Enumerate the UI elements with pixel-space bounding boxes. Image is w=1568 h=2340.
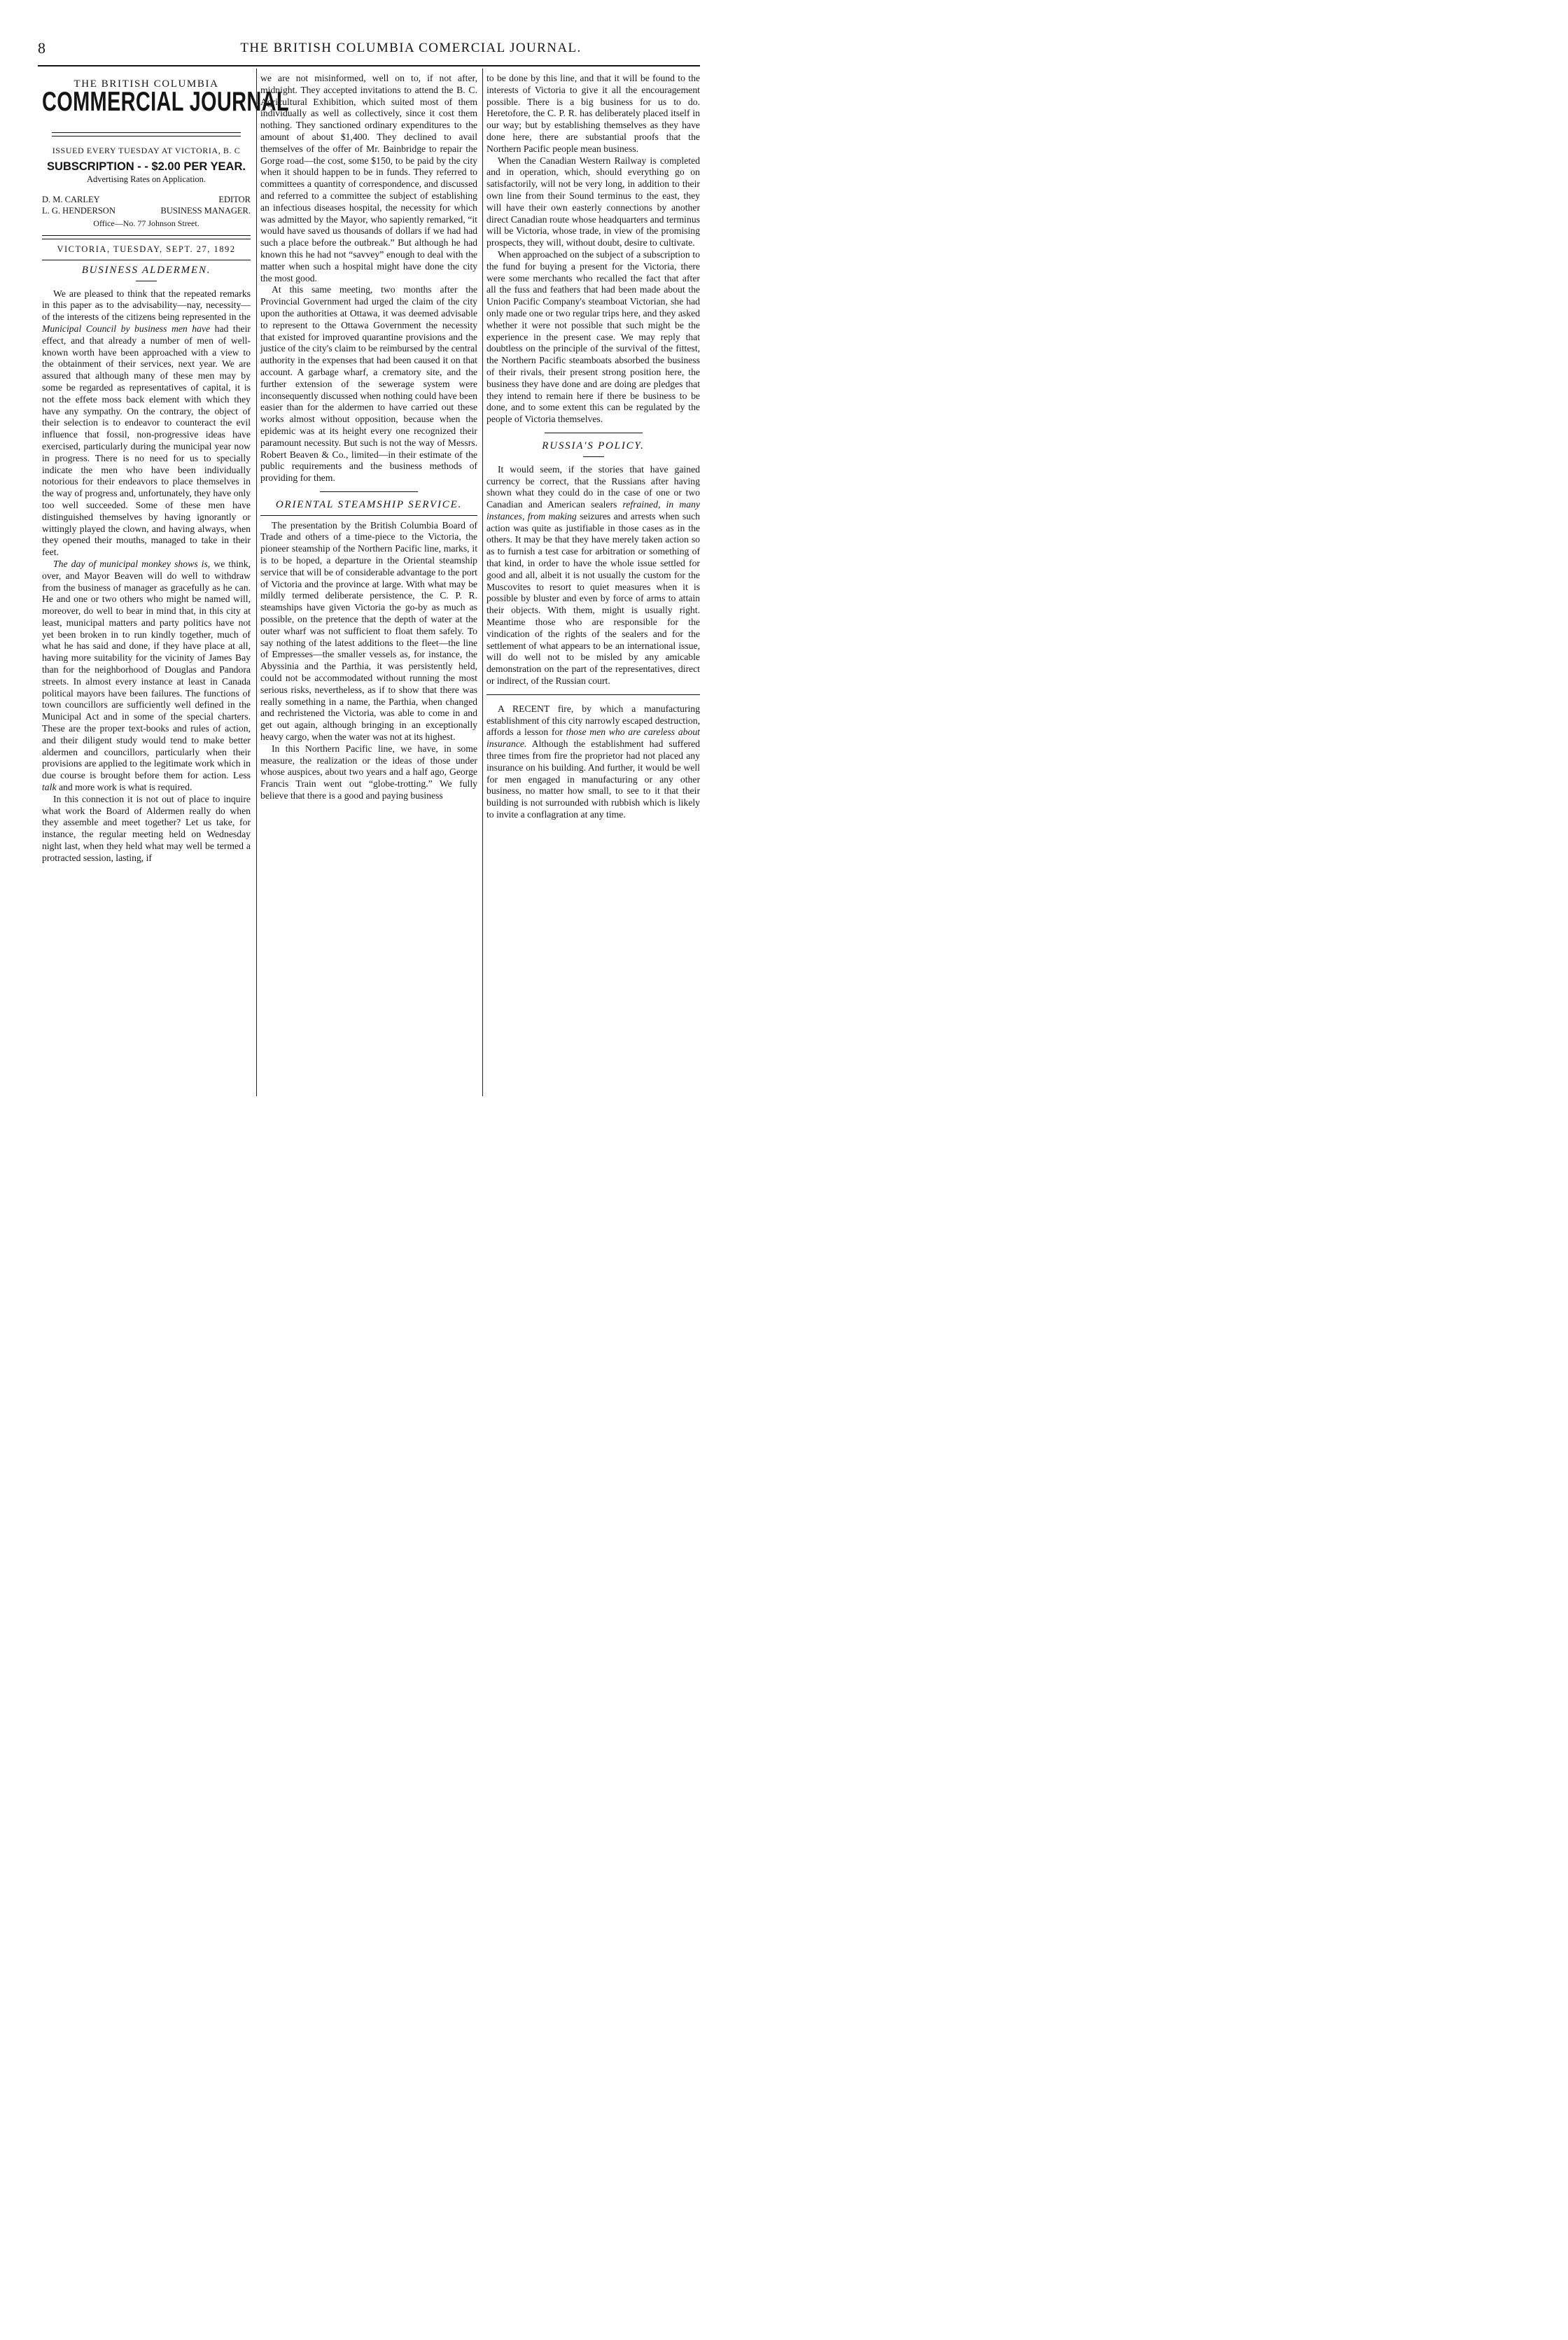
article-title-business-aldermen: BUSINESS ALDERMEN. — [81, 264, 211, 276]
dateline-rule — [42, 235, 251, 239]
section-rule — [486, 694, 700, 695]
article-paragraph: The presentation by the British Columbia Board of Trade and others of a time-piece to the Victoria, the pioneer steamship of the Northern Pacific line, marks, it is to be hoped, a departure in the Oriental steamship service that will be of considerable advantage to the port of Victoria and the province at large. With what may be mildly termed deliberate persistence, the C. P. R. steamships have given Victoria the go-by as much as possible, on the pretence that the depth of water at the outer wharf was not sufficient to float them safely. To say nothing of the latest additions to the fleet—the line of Empresses—the smaller vessels as, for instance, the Abyssinia and the Parthia, it was persistently held, could not be accommodated without running the most serious risks, nevertheless, as if to show that there was really something in a name, the Parthia, when changed and rechristened the Victoria, was able to come in and get out again, although bringing in an exceptionally heavy cargo, when the water was not at its highest. — [260, 519, 477, 743]
staff-manager — [42, 205, 251, 216]
column-divider — [256, 69, 257, 1096]
office-address: Office—No. 77 Johnson Street. — [93, 218, 200, 229]
column-divider — [482, 69, 483, 1096]
header-rule — [38, 65, 700, 66]
column-2 — [260, 73, 477, 1109]
article-title-russias-policy: RUSSIA'S POLICY. — [542, 440, 645, 451]
masthead-line-1: THE BRITISH COLUMBIA — [74, 78, 219, 90]
advertising-note: Advertising Rates on Application. — [86, 174, 206, 185]
article-paragraph: to be done by this line, and that it will be found to the interests of Victoria to give it all the encouragement possible. There is a big business for us to do. Heretofore, the C. P. R. has deliberately placed itself in our way; but by establishing themselves as they have done here, there are substantial proofs that the Northern Pacific people mean business. — [486, 73, 700, 154]
article-paragraph: It would seem, if the stories that have gained currency be correct, that the Russians after having shown what they could do in the case of one or two Canadian and American sealers refrained, in many instances, from making seizures and arrests when such action was quite as justifiable in those cases as in the others. It may be that they have merely taken action so as to furnish a test case for arbitration or something of that kind, in order to have the whole issue settled for good and all, albeit it is not usually the custom for the Muscovites to resort to quiet measures when it is possible by bluster and even by force of arms to attain their objects. With them, might is usually right. Meantime those who are responsible for the vindication of the rights of the sealers and for the settlement of what appears to be an international issue, will do well not to be misled by any amicable demonstration on the part of the representatives, direct or indirect, of the Russian court. — [486, 463, 700, 687]
running-head — [38, 39, 700, 57]
article-paragraph: We are pleased to think that the repeated remarks in this paper as to the advisability—nay, necessity—of the interests of the citizens being represented in the Municipal Council by business men have had their effect, and that already a number of men of well-known worth have been approached with a view to the obtainment of their services, next year. We are assured that although many of these men may by some be regarded as representatives of capital, it is not the effete moss back element with which they have any sympathy. On the contrary, the object of their selection is to endeavor to counteract the evil influence that fossil, non-progressive ideas have exercised, particularly during the municipal year now in progress. There is no need for us to specially indicate the men who have been individually notorious for their endeavors to place themselves in the way of progress and, unfortunately, they have only too well succeeded. Some of these men have distinguished themselves by having ignorantly or wittingly played the clown, and having always, when they opened their mouths, managed to take in their feet. — [42, 288, 251, 558]
article-paragraph: The day of municipal monkey shows is, we think, over, and Mayor Beaven will do well to withdraw from the business of manager as gracefully as he can. He and one or two others who might be named will, moreover, do well to bear in mind that, in this city at least, municipal matters and party politics have not yet been broken in to run kindly together, much of what he has said and done, if they have place at all, having more suitability for the vicinity of James Bay than for the neighborhood of Douglas and Pandora streets. In almost every instance at least in Canada political mayors have been failures. The functions of town councillors are sufficiently well defined in the Municipal Act and in some of the special charters. These are the proper text-books and rules of action, and their diligent study would tend to make better aldermen and councillors, particularly when their provisions are applied to the legitimate work which in due course is brought before them for action. Less talk and more work is what is required. — [42, 558, 251, 793]
newspaper-page — [0, 0, 746, 1114]
manager-role: BUSINESS MANAGER. — [160, 206, 251, 216]
article-paragraph: When approached on the subject of a subscription to the fund for buying a present for the Victoria, there were some merchants who recalled the fact that after all the fuss and feathers that had been made about the Union Pacific Company's steamboat Victorian, she had only made one or two regular trips here, and they asked whether it were not possible that such might be the experience in the present case. We may reply that doubtless on the principle of the survival of the fittest, the Northern Pacific steamboats absorbed the business of their rivals, their present strong position here, the business they have done and are doing are pledges that they intend to remain here if there be business to be done, and to some extent this can be regulated by the people of Victoria themselves. — [486, 248, 700, 425]
title-rule — [260, 515, 477, 516]
title-rule — [583, 456, 604, 457]
article-title-oriental-steamship: ORIENTAL STEAMSHIP SERVICE. — [275, 498, 463, 510]
masthead-title: COMMERCIAL JOURNAL — [42, 86, 289, 118]
article-paragraph: In this Northern Pacific line, we have, in some measure, the realization or the ideas of those under whose auspices, about two years and a half ago, George Francis Train went out “globe-trotting.” We fully believe that there is a good and paying business — [260, 743, 477, 801]
article-paragraph: When the Canadian Western Railway is completed and in operation, which, should everything go on satisfactorily, will not be very long, in addition to their own line from their Sound terminus to the east, they will have their own easterly connections by another direct Canadian route whose headquarters and terminus will be Victoria, whose trade, in view of the promising prospects, they will, without doubt, desire to cultivate. — [486, 155, 700, 248]
editor-role: EDITOR — [218, 195, 251, 205]
article-paragraph: we are not misinformed, well on to, if not after, midnight. They accepted invitations to attend the B. C. Agricultural Exhibition, which suited most of them individually as well as collectively, since it cost them nothing. They sanctioned ordinary expenditures to the amount of about $1,400. They declined to avail themselves of the offer of Mr. Bainbridge to repair the Gorge road—the cost, some $150, to be paid by the city when it should happen to be in funds. They referred to committees a quantity of correspondence, and discussed and referred to a committee the subject of establishing an infectious diseases hospital, the necessity for which was admitted by the Mayor, who sapiently remarked, “it would have saved us thousands of dollars if we had had such a place before the outbreak.” But although he had known this he had not “savvey” enough to deal with the matter when such a hospital might have done the city the most good. — [260, 73, 477, 283]
issued-line: ISSUED EVERY TUESDAY AT VICTORIA, B. C — [52, 145, 241, 155]
column-1 — [42, 73, 289, 1109]
section-rule — [320, 491, 418, 492]
staff-editor — [42, 194, 251, 205]
publication-title: THE BRITISH COLUMBIA COMERCIAL JOURNAL. — [240, 41, 582, 55]
manager-name: L. G. HENDERSON — [42, 206, 115, 216]
column-3 — [486, 73, 700, 1109]
subscription-price: SUBSCRIPTION - - $2.00 PER YEAR. — [47, 160, 246, 173]
dateline: VICTORIA, TUESDAY, SEPT. 27, 1892 — [57, 244, 236, 254]
article-paragraph: At this same meeting, two months after the Provincial Government had urged the claim of the city upon the authorities at Ottawa, it was deemed advisable to represent to the Ottawa Government the necessity that existed for improved quarantine provisions and the justice of the city's claim to be reimbursed by the central authority in the expenses that had been caused it on that account. A garbage wharf, a crematory site, and the further extension of the sewerage system were inconsequently discussed when nothing could have been easier than for the aldermen to have carried out these works almost without opposition, because when the epidemic was at its height every one recognized their paramount necessity. But such is not the way of Messrs. Robert Beaven & Co., limited—in their estimate of the public requirements and the business methods of providing for them. — [260, 284, 477, 484]
article-paragraph: In this connection it is not out of place to inquire what work the Board of Aldermen really do when they assemble and meet together? Let us take, for instance, the regular meeting held on Wednesday night last, when they held what may well be termed a protracted session, lasting, if — [42, 793, 251, 863]
editor-name: D. M. CARLEY — [42, 195, 100, 205]
article-paragraph: A RECENT fire, by which a manufacturing establishment of this city narrowly escaped destruction, affords a lesson for those men who are careless about insurance. Although the establishment had suffered three times from fire the proprietor had not placed any insurance on his building. And further, it would be well for men engaged in manufacturing or any other business, no matter how small, to see to it that their building is not surrounded with rubbish which is likely to invite a conflagration at any time. — [486, 703, 700, 820]
page-number: 8 — [38, 39, 46, 57]
staff-list — [42, 194, 251, 216]
